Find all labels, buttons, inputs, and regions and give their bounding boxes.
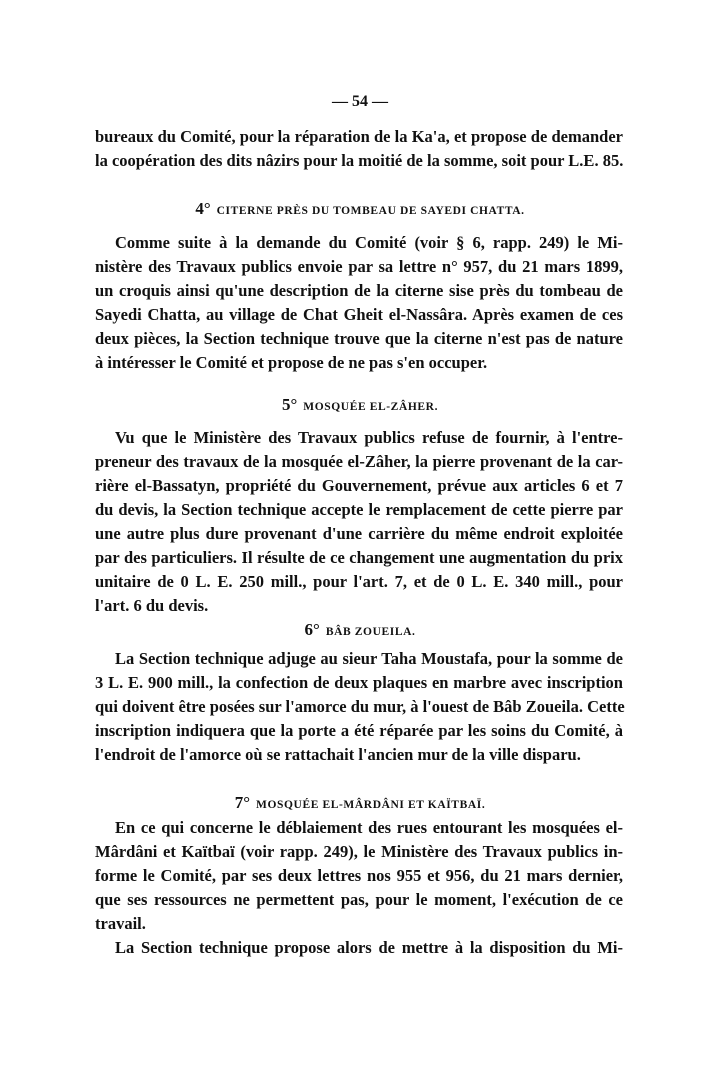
text-line: 3 L. E. 900 mill., la confection de deux plaques en marbre avec inscription — [95, 673, 623, 692]
text-line: la coopération des dits nâzirs pour la moitié de la somme, soit pour L.E. 85. — [95, 151, 624, 170]
section-title: MOSQUÉE EL-MÂRDÂNI ET KAÏTBAÏ. — [256, 799, 486, 811]
text-line: un croquis ainsi qu'une description de la citerne sise près du tombeau de — [95, 281, 623, 300]
section-heading — [0, 199, 720, 221]
text-line: qui doivent être posées sur l'amorce du mur, à l'ouest de Bâb Zoueila. Cette — [95, 697, 625, 716]
text-line: bureaux du Comité, pour la réparation de la Ka'a, et propose de demander — [95, 127, 623, 146]
text-line: La Section technique adjuge au sieur Taha Moustafa, pour la somme de — [115, 649, 623, 668]
text-line: La Section technique propose alors de mettre à la disposition du Mi- — [115, 938, 623, 957]
text-line: deux pièces, la Section technique trouve que la citerne n'est pas de nature — [95, 329, 623, 348]
text-line: l'endroit de l'amorce où se rattachait l'ancien mur de la ville disparu. — [95, 745, 581, 764]
text-line: une autre plus dure provenant d'une carrière du même endroit exploitée — [95, 524, 623, 543]
section-heading — [0, 620, 720, 642]
text-line: l'art. 6 du devis. — [95, 596, 209, 615]
text-line: preneur des travaux de la mosquée el-Zâher, la pierre provenant de la car- — [95, 452, 623, 471]
text-line: Mârdâni et Kaïtbaï (voir rapp. 249), le Ministère des Travaux publics in- — [95, 842, 623, 861]
text-line: Comme suite à la demande du Comité (voir § 6, rapp. 249) le Mi- — [115, 233, 623, 252]
section-number: 7° — [234, 793, 250, 812]
text-line: Vu que le Ministère des Travaux publics refuse de fournir, à l'entre- — [115, 428, 623, 447]
section-title: CITERNE PRÈS DU TOMBEAU DE SAYEDI CHATTA. — [216, 205, 525, 217]
text-line: par des particuliers. Il résulte de ce changement une augmentation du prix — [95, 548, 623, 567]
text-line: travail. — [95, 914, 146, 933]
text-line: inscription indiquera que la porte a été réparée par les soins du Comité, à — [95, 721, 623, 740]
section-title: MOSQUÉE EL-ZÂHER. — [303, 401, 439, 413]
section-number: 6° — [304, 620, 320, 639]
section-number: 5° — [281, 395, 298, 414]
text-line: que ses ressources ne permettent pas, pour le moment, l'exécution de ce — [95, 890, 623, 909]
text-line: forme le Comité, par ses deux lettres nos 955 et 956, du 21 mars dernier, — [95, 866, 623, 885]
section-number: 4° — [195, 199, 211, 218]
page-number: — 54 — — [332, 93, 388, 110]
text-line: Sayedi Chatta, au village de Chat Gheit el-Nassâra. Après examen de ces — [95, 305, 623, 324]
section-title: BÂB ZOUEILA. — [325, 626, 416, 638]
text-line: En ce qui concerne le déblaiement des rues entourant les mosquées el- — [115, 818, 623, 837]
text-line: à intéresser le Comité et propose de ne pas s'en occuper. — [95, 353, 488, 372]
text-line: unitaire de 0 L. E. 250 mill., pour l'art. 7, et de 0 L. E. 340 mill., pour — [95, 572, 623, 591]
section-heading — [0, 395, 720, 417]
text-line: du devis, la Section technique accepte le remplacement de cette pierre par — [95, 500, 623, 519]
text-line: rière el-Bassatyn, propriété du Gouvernement, prévue aux articles 6 et 7 — [95, 476, 623, 495]
text-line: nistère des Travaux publics envoie par sa lettre n° 957, du 21 mars 1899, — [95, 257, 623, 276]
section-heading — [0, 793, 720, 815]
